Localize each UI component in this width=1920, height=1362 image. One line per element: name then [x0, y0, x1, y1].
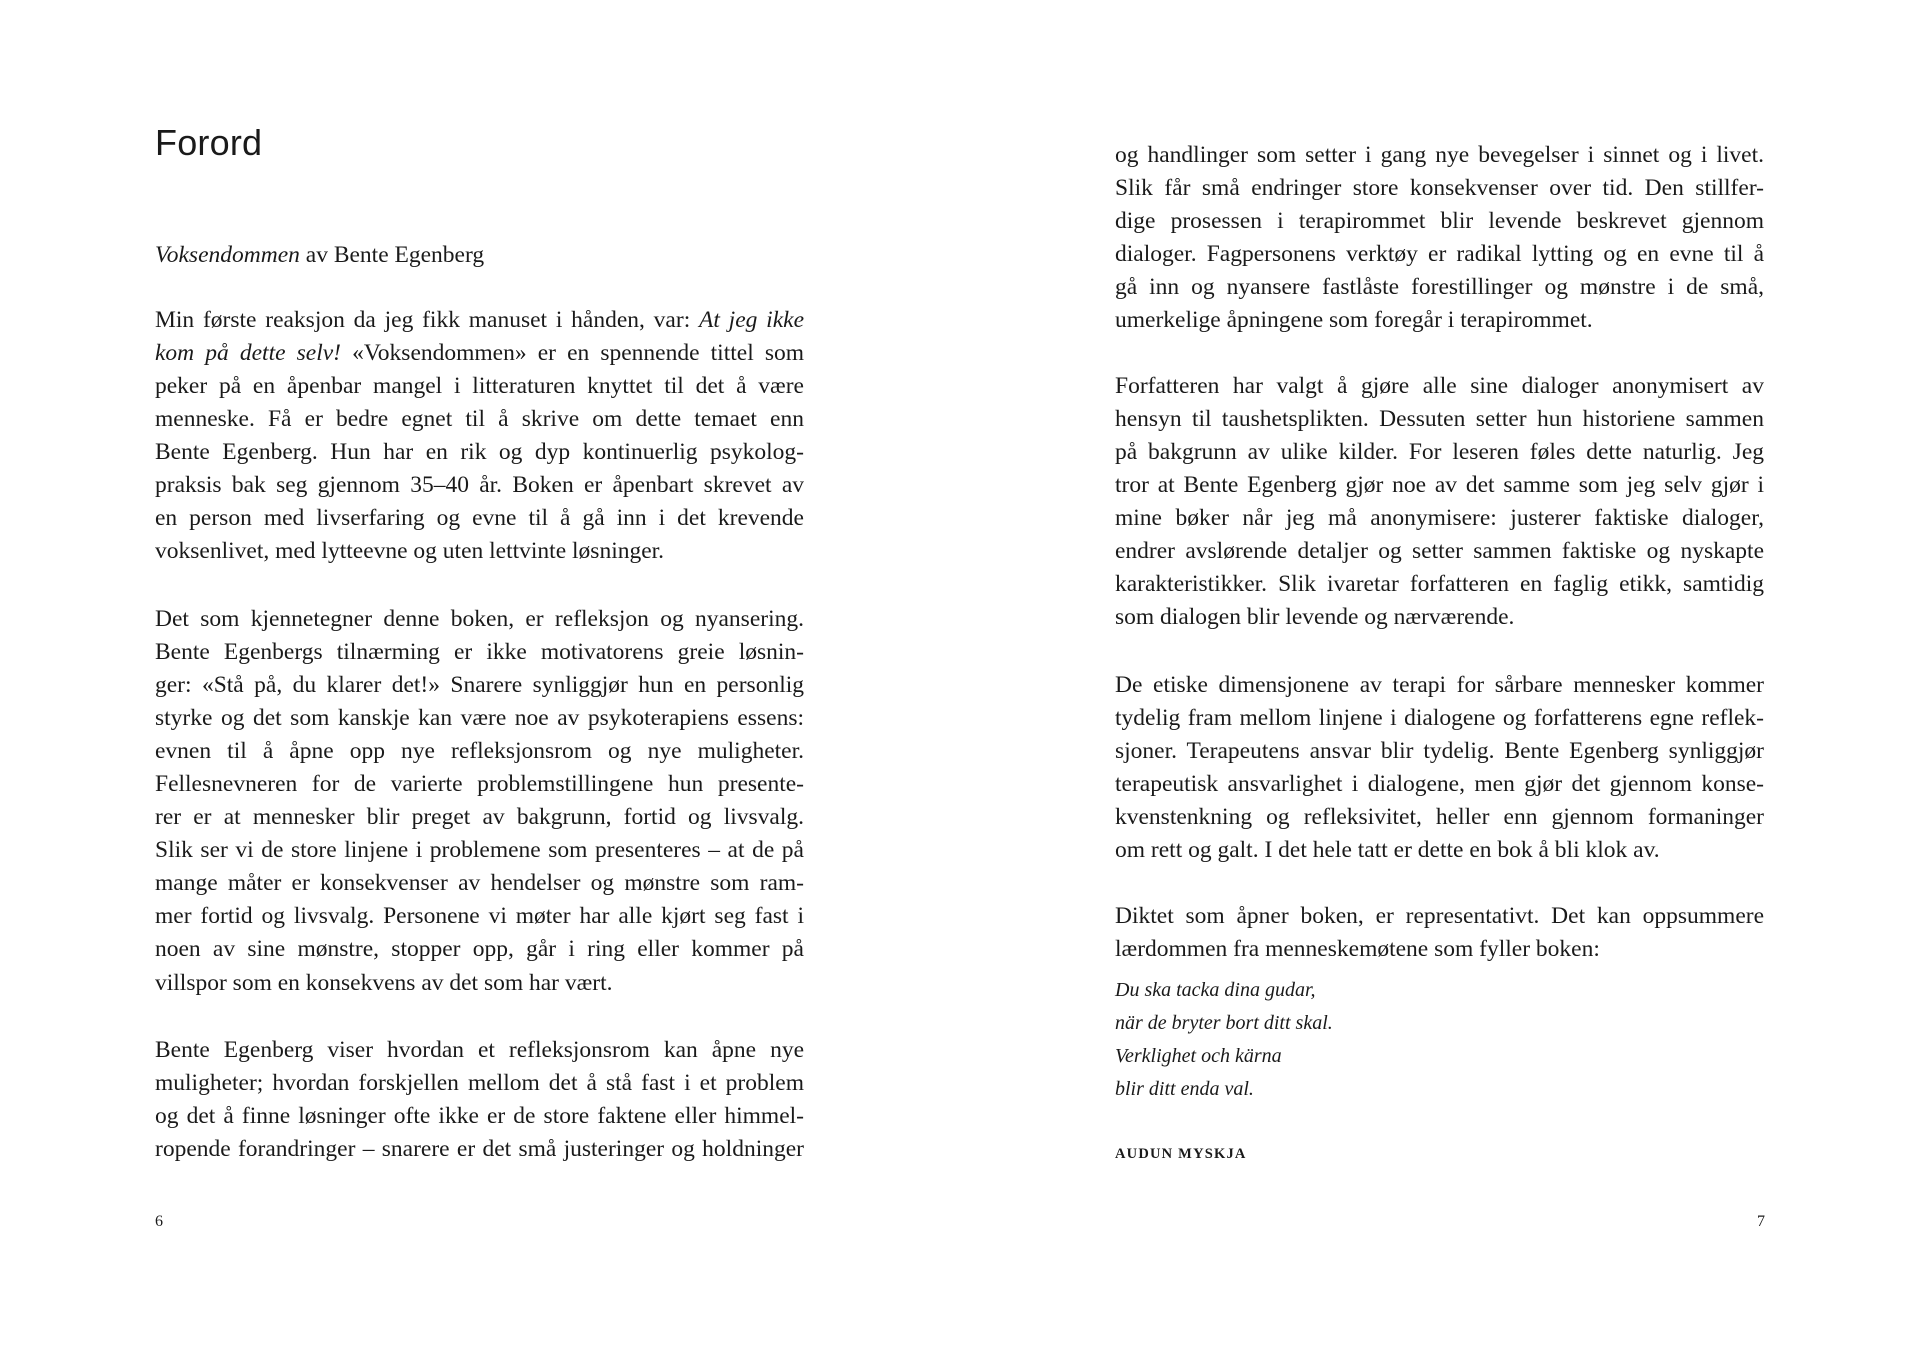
paragraph	[155, 603, 804, 1000]
text-line: dige prosessen i terapirommet blir levende beskrevet gjennom	[1115, 208, 1764, 235]
chapter-title: Forord	[155, 122, 263, 163]
text-line: mange måter er konsekvenser av hendelser og mønstre som ram-	[155, 870, 804, 897]
text-line: muligheter; hvordan forskjellen mellom det å stå fast i et problem	[155, 1070, 804, 1097]
text-line: på bakgrunn av ulike kilder. For leseren føles dette naturlig. Jeg	[1115, 439, 1764, 466]
text-line: umerkelige åpningene som foregår i terapirommet.	[1115, 307, 1593, 334]
text-line: tydelig fram mellom linjene i dialogene og forfatterens egne reflek-	[1115, 705, 1764, 732]
text-line: rer er at mennesker blir preget av bakgrunn, fortid og livsvalg.	[155, 804, 804, 831]
text-line: evnen til å åpne opp nye refleksjonsrom og nye muligheter.	[155, 738, 804, 765]
paragraph	[155, 1034, 804, 1166]
text-line: Slik ser vi de store linjene i problemene som presenteres – at de på	[155, 837, 804, 864]
text-line: som dialogen blir levende og nærværende.	[1115, 604, 1515, 631]
poem	[1115, 974, 1333, 1106]
text-line: noen av sine mønstre, stopper opp, går i ring eller kommer på	[155, 936, 804, 963]
text-line: menneske. Få er bedre egnet til å skrive om dette temaet enn	[155, 406, 804, 433]
text-segment: Min første reaksjon da jeg fikk manuset i hånden, var:	[155, 307, 700, 333]
right-page	[960, 0, 1920, 1362]
text-line: karakteristikker. Slik ivaretar forfatteren en faglig etikk, samtidig	[1115, 571, 1764, 598]
text-line: voksenlivet, med lytteevne og uten lettvinte løsninger.	[155, 538, 665, 565]
paragraph	[1115, 669, 1764, 867]
paragraph	[1115, 900, 1764, 966]
text-line: Bente Egenberg viser hvordan et refleksjonsrom kan åpne nye	[155, 1037, 804, 1063]
text-line: tror at Bente Egenberg gjør noe av det samme som jeg selv gjør i	[1115, 472, 1764, 499]
poem-line: Du ska tacka dina gudar,	[1115, 979, 1316, 1001]
book-author: av Bente Egenberg	[299, 242, 485, 268]
text-line: ger: «Stå på, du klarer det!» Snarere synliggjør hun en personlig	[155, 672, 804, 699]
italic-text: kom på dette selv!	[155, 340, 341, 367]
poem-line: när de bryter bort ditt skal.	[1115, 1012, 1333, 1034]
text-line: og det å finne løsninger ofte ikke er de store faktene eller himmel-	[155, 1103, 804, 1130]
italic-text: At jeg ikke	[699, 307, 804, 333]
text-line: Forfatteren har valgt å gjøre alle sine dialoger anonymisert av	[1115, 373, 1764, 399]
text-line: lærdommen fra menneskemøtene som fyller boken:	[1115, 936, 1600, 963]
text-line: mer fortid og livsvalg. Personene vi møter har alle kjørt seg fast i	[155, 903, 804, 930]
text-segment: «Voksendommen» er en spennende tittel som	[341, 340, 804, 367]
text-line: sjoner. Terapeutens ansvar blir tydelig. Bente Egenberg synliggjør	[1115, 738, 1764, 765]
page-number: 6	[155, 1213, 163, 1230]
text-line: terapeutisk ansvarlighet i dialogene, men gjør det gjennom konse-	[1115, 771, 1764, 798]
text-line: hensyn til taushetsplikten. Dessuten setter hun historiene sammen	[1115, 406, 1764, 433]
text-line: endrer avslørende detaljer og setter sammen faktiske og nyskapte	[1115, 538, 1764, 565]
book-subtitle	[155, 239, 484, 272]
text-line: om rett og galt. I det hele tatt er dette en bok å bli klok av.	[1115, 837, 1660, 864]
text-line: Det som kjennetegner denne boken, er refleksjon og nyansering.	[155, 606, 804, 632]
text-line: ropende forandringer – snarere er det små justeringer og holdninger	[155, 1136, 804, 1163]
text-line: Diktet som åpner boken, er representativt. Det kan oppsummere	[1115, 903, 1764, 929]
text-line: Slik får små endringer store konsekvenser over tid. Den stillfer-	[1115, 175, 1764, 202]
text-line	[155, 337, 804, 370]
text-line	[155, 304, 804, 337]
poem-line: Verklighet och kärna	[1115, 1045, 1282, 1067]
book-title-italic: Voksendommen	[155, 242, 300, 268]
text-line: praksis bak seg gjennom 35–40 år. Boken er åpenbart skrevet av	[155, 472, 804, 499]
text-line: gå inn og nyansere fastlåste forestillinger og mønstre i de små,	[1115, 274, 1764, 301]
text-line: dialoger. Fagpersonens verktøy er radikal lytting og en evne til å	[1115, 241, 1764, 268]
author-signature: AUDUN MYSKJA	[1115, 1146, 1247, 1162]
paragraph	[1115, 370, 1764, 634]
text-line: en person med livserfaring og evne til å gå inn i det krevende	[155, 505, 804, 532]
text-line: mine bøker når jeg må anonymisere: justerer faktiske dialoger,	[1115, 505, 1764, 532]
text-line: De etiske dimensjonene av terapi for sårbare mennesker kommer	[1115, 672, 1764, 698]
text-line: Bente Egenberg. Hun har en rik og dyp kontinuerlig psykolog-	[155, 439, 804, 466]
text-line: kvenstenkning og refleksivitet, heller enn gjennom formaninger	[1115, 804, 1764, 831]
text-line: villspor som en konsekvens av det som har vært.	[155, 969, 613, 996]
page-number: 7	[1757, 1213, 1765, 1230]
text-line: styrke og det som kanskje kan være noe av psykoterapiens essens:	[155, 705, 804, 732]
paragraph	[1115, 139, 1764, 337]
paragraph	[155, 304, 804, 568]
text-line: og handlinger som setter i gang nye bevegelser i sinnet og i livet.	[1115, 142, 1764, 168]
poem-line: blir ditt enda val.	[1115, 1078, 1254, 1100]
text-line: Bente Egenbergs tilnærming er ikke motivatorens greie løsnin-	[155, 639, 804, 666]
text-line: peker på en åpenbar mangel i litteraturen knyttet til det å være	[155, 373, 804, 400]
text-line: Fellesnevneren for de varierte problemstillingene hun presente-	[155, 771, 804, 798]
